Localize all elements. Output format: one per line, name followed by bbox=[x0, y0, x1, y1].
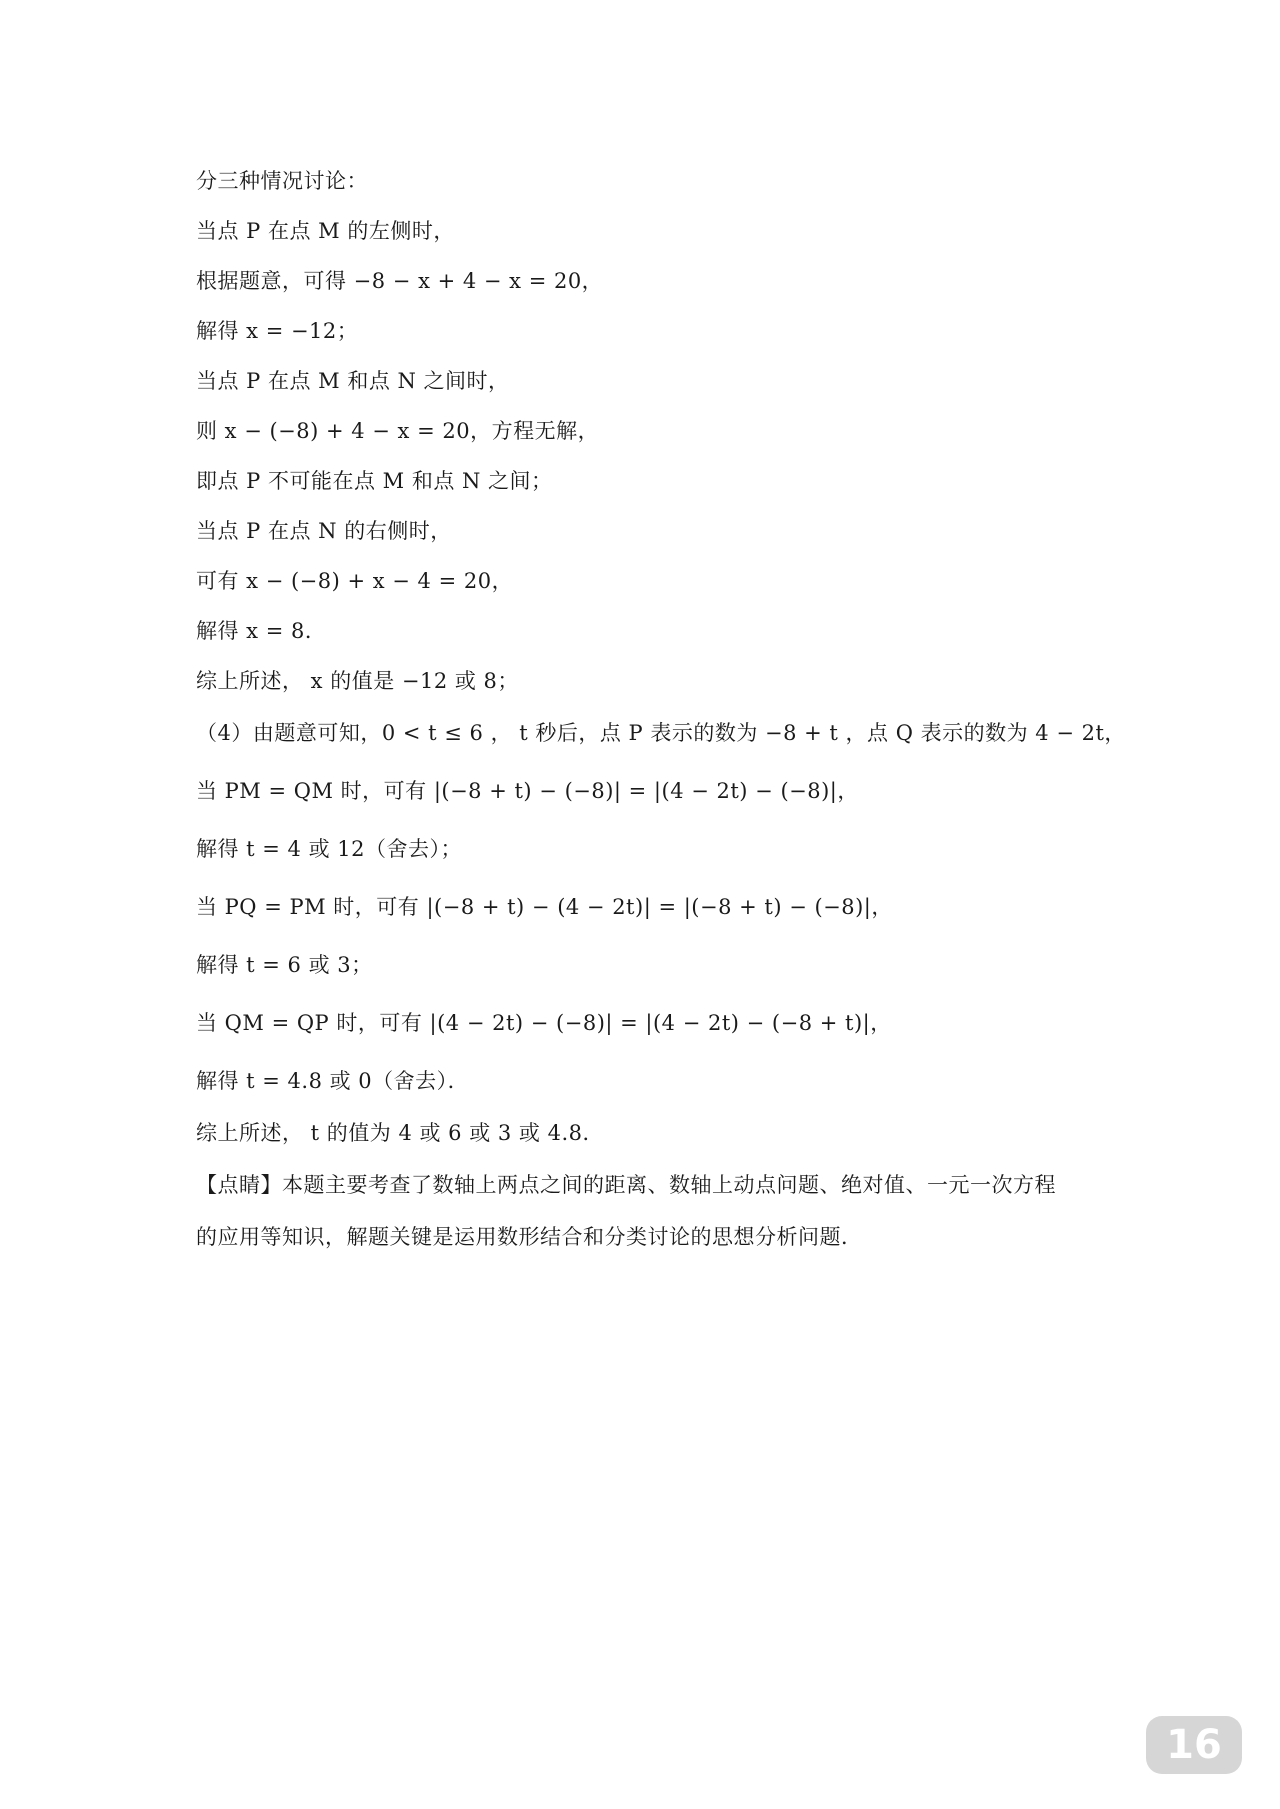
page-number: 16 bbox=[1166, 1722, 1222, 1768]
text-line: 的应用等知识，解题关键是运用数形结合和分类讨论的思想分析问题． bbox=[196, 1225, 863, 1249]
text-line: 当 PM = QM 时，可有 |(−8 + t) − (−8)| = |(4 − 2t) − (−8)|， bbox=[196, 779, 859, 803]
text-line: 解得 t = 6 或 3； bbox=[196, 953, 373, 977]
text-line: 解得 t = 4 或 12（舍去）； bbox=[196, 837, 462, 861]
text-line: 解得 x = 8． bbox=[196, 619, 327, 643]
text-line: （4）由题意可知，0 < t ≤ 6 ， t 秒后，点 P 表示的数为 −8 + t ，点 Q 表示的数为 4 − 2t， bbox=[196, 721, 1126, 745]
text-line: 【点睛】本题主要考查了数轴上两点之间的距离、数轴上动点问题、绝对值、一元一次方程 bbox=[196, 1173, 1056, 1197]
text-line: 则 x − (−8) + 4 − x = 20，方程无解， bbox=[196, 419, 600, 443]
text-line: 分三种情况讨论： bbox=[196, 169, 368, 193]
page-number-badge bbox=[1146, 1716, 1242, 1774]
text-line: 解得 x = −12； bbox=[196, 319, 359, 343]
text-line: 当 PQ = PM 时，可有 |(−8 + t) − (4 − 2t)| = |(−8 + t) − (−8)|， bbox=[196, 895, 893, 919]
text-line: 根据题意，可得 −8 − x + 4 − x = 20， bbox=[196, 269, 604, 293]
text-line: 当点 P 在点 N 的右侧时， bbox=[196, 519, 452, 543]
text-line: 可有 x − (−8) + x − 4 = 20， bbox=[196, 569, 514, 593]
text-line: 当点 P 在点 M 和点 N 之间时， bbox=[196, 369, 510, 393]
text-line: 即点 P 不可能在点 M 和点 N 之间； bbox=[196, 469, 553, 493]
text-line: 当点 P 在点 M 的左侧时， bbox=[196, 219, 455, 243]
text-line: 综上所述， t 的值为 4 或 6 或 3 或 4.8． bbox=[196, 1121, 604, 1145]
text-line: 综上所述， x 的值是 −12 或 8； bbox=[196, 669, 519, 693]
text-line: 解得 t = 4.8 或 0（舍去）． bbox=[196, 1069, 470, 1093]
text-line: 当 QM = QP 时，可有 |(4 − 2t) − (−8)| = |(4 − 2t) − (−8 + t)|， bbox=[196, 1011, 892, 1035]
